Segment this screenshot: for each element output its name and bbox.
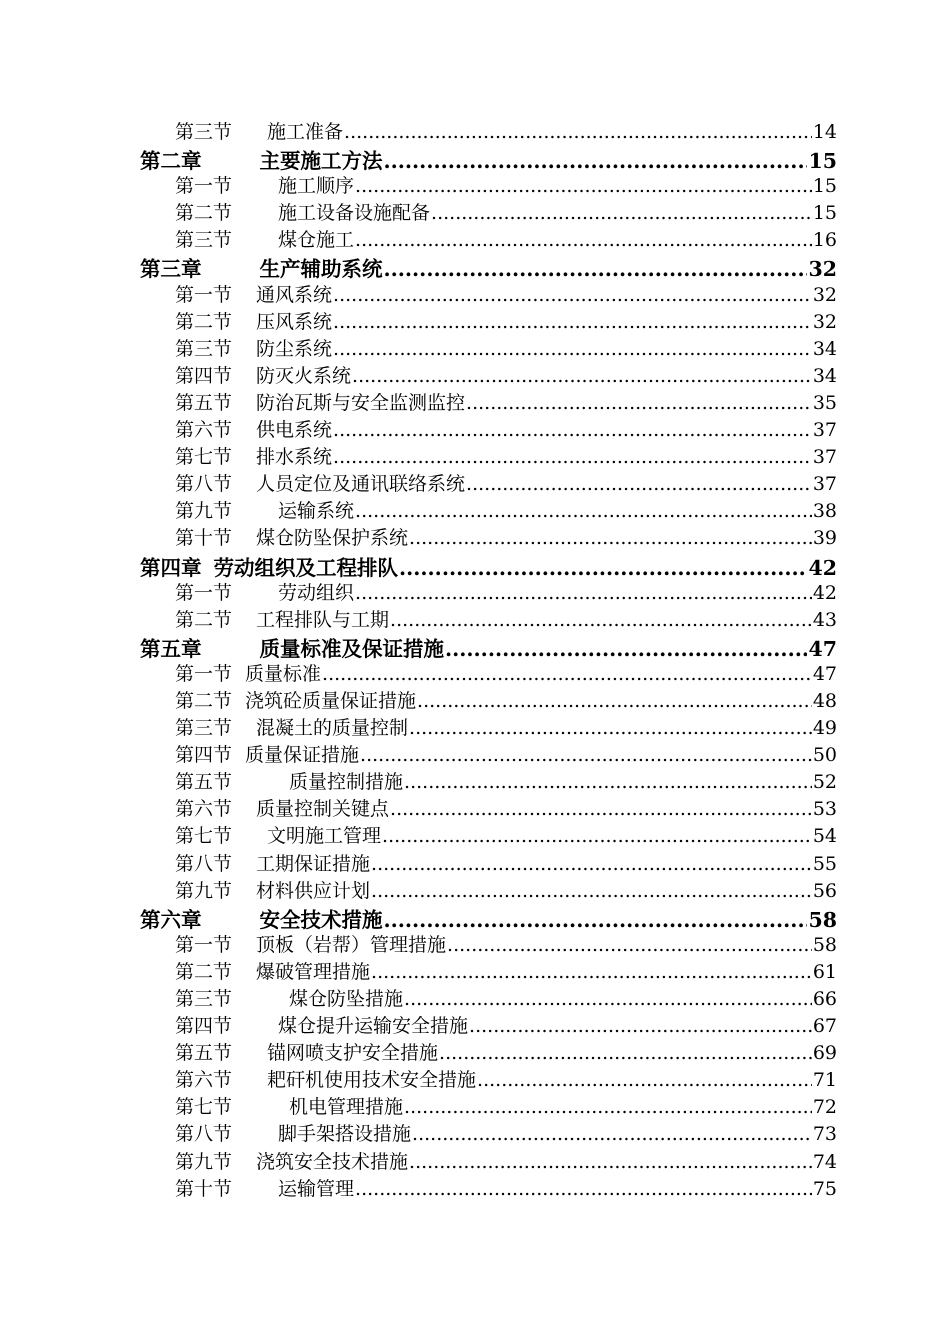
toc-section-row[interactable] [140, 821, 837, 848]
toc-entry-title: 运输管理 [278, 1177, 355, 1200]
toc-leader-dots [404, 988, 812, 1010]
toc-leader-dots [382, 825, 812, 847]
toc-entry-title: 施工顺序 [278, 175, 355, 198]
toc-entry-title: 压风系统 [256, 310, 333, 333]
toc-leader-dots [333, 446, 812, 468]
toc-entry-number: 第七节 [175, 825, 233, 848]
toc-section-row[interactable] [140, 280, 837, 307]
toc-entry-number: 第一节 [175, 662, 233, 685]
toc-entry-number: 第四节 [175, 1015, 233, 1038]
toc-page-number: 15 [812, 202, 837, 225]
toc-entry-title: 劳动组织及工程排队 [213, 555, 398, 578]
toc-leader-dots [466, 392, 812, 414]
toc-section-row[interactable] [140, 686, 837, 713]
toc-leader-dots [445, 637, 807, 659]
toc-entry-number: 第二节 [175, 310, 233, 333]
toc-entry-number: 第九节 [175, 500, 233, 523]
toc-entry-number: 第六节 [175, 798, 233, 821]
toc-section-row[interactable] [140, 1147, 837, 1174]
toc-page-number: 42 [808, 555, 837, 578]
toc-entry-title: 质量控制措施 [289, 771, 404, 794]
toc-section-row[interactable] [140, 117, 837, 144]
toc-section-row[interactable] [140, 496, 837, 523]
toc-section-row[interactable] [140, 1119, 837, 1146]
toc-chapter-row[interactable] [140, 252, 837, 279]
toc-entry-number: 第七节 [175, 446, 233, 469]
toc-entry-number: 第一节 [175, 581, 233, 604]
toc-entry-number: 第三节 [175, 121, 233, 143]
toc-entry-title: 工期保证措施 [256, 852, 371, 875]
toc-entry-number: 第二节 [175, 608, 233, 631]
toc-section-row[interactable] [140, 605, 837, 632]
toc-leader-dots [371, 853, 812, 875]
toc-entry-number: 第九节 [175, 1150, 233, 1173]
toc-entry-number: 第四节 [175, 744, 233, 767]
toc-entry-number: 第八节 [175, 852, 233, 875]
toc-entry-title: 材料供应计划 [256, 879, 371, 902]
toc-section-row[interactable] [140, 984, 837, 1011]
toc-entry-number: 第六节 [175, 1069, 233, 1092]
toc-entry-number: 第六节 [175, 419, 233, 442]
toc-leader-dots [409, 717, 812, 739]
toc-page-number: 72 [812, 1096, 837, 1119]
toc-leader-dots [469, 1015, 812, 1037]
toc-entry-title: 通风系统 [256, 283, 333, 306]
toc-entry-title: 煤仓防坠措施 [289, 988, 404, 1010]
toc-page-number: 15 [812, 175, 837, 198]
toc-page-number: 54 [812, 825, 837, 848]
toc-entry-title: 施工准备 [267, 121, 344, 143]
toc-leader-dots [344, 121, 812, 143]
toc-chapter-row[interactable] [140, 144, 837, 171]
toc-entry-title: 顶板（岩帮）管理措施 [256, 933, 447, 956]
toc-entry-title: 主要施工方法 [259, 149, 383, 172]
toc-entry-number: 第十节 [175, 1177, 233, 1200]
toc-page-number: 32 [808, 257, 837, 280]
toc-leader-dots [404, 771, 812, 793]
toc-leader-dots [355, 1178, 812, 1200]
toc-leader-dots [371, 961, 812, 983]
toc-page-number: 37 [812, 446, 837, 469]
toc-entry-title: 质量标准 [245, 662, 322, 685]
toc-page-number: 49 [812, 717, 837, 740]
toc-chapter-row[interactable] [140, 903, 837, 930]
toc-section-row[interactable] [140, 957, 837, 984]
toc-entry-title: 文明施工管理 [267, 825, 382, 848]
toc-entry-title: 排水系统 [256, 446, 333, 469]
toc-page-number: 75 [812, 1177, 837, 1200]
toc-entry-number: 第三章 [140, 257, 202, 280]
toc-page-number: 69 [812, 1042, 837, 1065]
toc-entry-title: 人员定位及通讯联络系统 [256, 473, 466, 496]
toc-entry-title: 质量标准及保证措施 [259, 636, 444, 659]
toc-section-row[interactable] [140, 415, 837, 442]
toc-page-number: 37 [812, 473, 837, 496]
toc-leader-dots [355, 500, 812, 522]
toc-section-row[interactable] [140, 523, 837, 550]
toc-page-number: 74 [812, 1150, 837, 1173]
toc-page-number: 50 [812, 744, 837, 767]
toc-section-row[interactable] [140, 1065, 837, 1092]
toc-leader-dots [355, 582, 812, 604]
toc-entry-number: 第九节 [175, 879, 233, 902]
toc-entry-title: 安全技术措施 [259, 907, 383, 930]
toc-leader-dots [404, 1096, 812, 1118]
toc-entry-title: 机电管理措施 [289, 1096, 404, 1119]
toc-entry-number: 第一节 [175, 175, 233, 198]
toc-entry-number: 第五节 [175, 1042, 233, 1065]
toc-leader-dots [333, 419, 812, 441]
toc-page-number: 38 [812, 500, 837, 523]
toc-page-number: 43 [812, 608, 837, 631]
toc-entry-title: 防灭火系统 [256, 364, 352, 387]
toc-chapter-row[interactable] [140, 551, 837, 578]
toc-leader-dots [390, 798, 812, 820]
toc-leader-dots [355, 175, 812, 197]
toc-entry-number: 第五节 [175, 771, 233, 794]
toc-section-row[interactable] [140, 1038, 837, 1065]
toc-section-row[interactable] [140, 198, 837, 225]
toc-section-row[interactable] [140, 767, 837, 794]
toc-entry-number: 第五节 [175, 391, 233, 414]
toc-entry-number: 第七节 [175, 1096, 233, 1119]
table-of-contents [140, 117, 837, 1201]
toc-entry-title: 煤仓防坠保护系统 [256, 527, 409, 550]
toc-entry-number: 第八节 [175, 1123, 233, 1146]
toc-entry-number: 第二节 [175, 960, 233, 983]
toc-entry-title: 混凝土的质量控制 [256, 717, 409, 740]
toc-entry-number: 第十节 [175, 527, 233, 550]
toc-section-row[interactable] [140, 740, 837, 767]
toc-section-row[interactable] [140, 469, 837, 496]
toc-leader-dots [447, 934, 812, 956]
toc-section-row[interactable] [140, 930, 837, 957]
toc-entry-number: 第二章 [140, 149, 202, 172]
toc-entry-title: 供电系统 [256, 419, 333, 442]
toc-leader-dots [417, 690, 812, 712]
toc-entry-number: 第八节 [175, 473, 233, 496]
toc-page-number: 67 [812, 1015, 837, 1038]
toc-entry-title: 防治瓦斯与安全监测监控 [256, 391, 466, 414]
toc-section-row[interactable] [140, 1092, 837, 1119]
toc-page-number: 32 [812, 283, 837, 306]
toc-leader-dots [466, 473, 812, 495]
toc-page-number: 15 [808, 149, 837, 172]
toc-page-number: 55 [812, 852, 837, 875]
toc-entry-title: 劳动组织 [278, 581, 355, 604]
toc-entry-number: 第二节 [175, 202, 233, 225]
toc-entry-title: 防尘系统 [256, 337, 333, 360]
toc-leader-dots [371, 880, 812, 902]
toc-page-number: 34 [812, 364, 837, 387]
toc-section-row[interactable] [140, 659, 837, 686]
toc-page-number: 71 [812, 1069, 837, 1092]
toc-section-row[interactable] [140, 1011, 837, 1038]
toc-page-number: 34 [812, 337, 837, 360]
toc-section-row[interactable] [140, 388, 837, 415]
toc-leader-dots [322, 663, 812, 685]
toc-leader-dots [352, 365, 812, 387]
toc-section-row[interactable] [140, 876, 837, 903]
toc-leader-dots [409, 527, 812, 549]
toc-entry-number: 第二节 [175, 689, 233, 712]
toc-chapter-row[interactable] [140, 632, 837, 659]
toc-leader-dots [333, 284, 812, 306]
toc-leader-dots [384, 257, 808, 279]
toc-entry-number: 第六章 [140, 907, 202, 930]
toc-entry-title: 工程排队与工期 [256, 608, 390, 631]
toc-entry-title: 煤仓提升运输安全措施 [278, 1015, 469, 1038]
toc-page-number: 35 [812, 391, 837, 414]
toc-page-number: 73 [812, 1123, 837, 1146]
toc-leader-dots [439, 1042, 812, 1064]
toc-page-number: 32 [812, 310, 837, 333]
toc-entry-title: 施工设备设施配备 [278, 202, 431, 225]
toc-leader-dots [355, 229, 812, 251]
toc-leader-dots [390, 609, 812, 631]
toc-page-number: 14 [812, 121, 837, 143]
toc-entry-title: 爆破管理措施 [256, 960, 371, 983]
toc-entry-number: 第三节 [175, 717, 233, 740]
toc-entry-title: 质量保证措施 [245, 744, 360, 767]
toc-section-row[interactable] [140, 225, 837, 252]
toc-leader-dots [477, 1069, 812, 1091]
toc-leader-dots [384, 908, 808, 930]
toc-entry-number: 第四章 [140, 555, 202, 578]
toc-entry-title: 质量控制关键点 [256, 798, 390, 821]
toc-leader-dots [360, 744, 812, 766]
toc-page-number: 61 [812, 960, 837, 983]
toc-page-number: 42 [812, 581, 837, 604]
toc-entry-title: 浇筑砼质量保证措施 [245, 689, 417, 712]
toc-entry-number: 第四节 [175, 364, 233, 387]
toc-section-row[interactable] [140, 361, 837, 388]
toc-page-number: 53 [812, 798, 837, 821]
toc-entry-title: 浇筑安全技术措施 [256, 1150, 409, 1173]
toc-section-row[interactable] [140, 849, 837, 876]
toc-page-number: 37 [812, 419, 837, 442]
toc-section-row[interactable] [140, 307, 837, 334]
toc-page-number: 16 [812, 229, 837, 252]
toc-page-number: 52 [812, 771, 837, 794]
toc-page-number: 58 [808, 907, 837, 930]
toc-section-row[interactable] [140, 171, 837, 198]
toc-entry-title: 锚网喷支护安全措施 [267, 1042, 439, 1065]
toc-leader-dots [431, 202, 812, 224]
toc-page-number: 66 [812, 988, 837, 1010]
toc-entry-number: 第三节 [175, 337, 233, 360]
toc-page-number: 58 [812, 933, 837, 956]
toc-page-number: 39 [812, 527, 837, 550]
toc-page-number: 48 [812, 689, 837, 712]
toc-leader-dots [409, 1151, 812, 1173]
toc-section-row[interactable] [140, 1174, 837, 1201]
toc-leader-dots [399, 556, 807, 578]
toc-section-row[interactable] [140, 334, 837, 361]
toc-page-number: 47 [808, 636, 837, 659]
toc-entry-title: 耙矸机使用技术安全措施 [267, 1069, 477, 1092]
toc-leader-dots [412, 1123, 812, 1145]
toc-section-row[interactable] [140, 794, 837, 821]
toc-entry-title: 运输系统 [278, 500, 355, 523]
toc-leader-dots [333, 311, 812, 333]
toc-entry-number: 第三节 [175, 229, 233, 252]
toc-section-row[interactable] [140, 578, 837, 605]
toc-entry-number: 第五章 [140, 636, 202, 659]
toc-section-row[interactable] [140, 442, 837, 469]
toc-entry-number: 第三节 [175, 988, 233, 1010]
toc-entry-title: 脚手架搭设措施 [278, 1123, 412, 1146]
toc-leader-dots [333, 338, 812, 360]
toc-page-number: 47 [812, 662, 837, 685]
toc-entry-number: 第一节 [175, 933, 233, 956]
toc-page-number: 56 [812, 879, 837, 902]
toc-section-row[interactable] [140, 713, 837, 740]
toc-entry-title: 生产辅助系统 [259, 257, 383, 280]
toc-entry-number: 第一节 [175, 283, 233, 306]
toc-entry-title: 煤仓施工 [278, 229, 355, 252]
toc-leader-dots [384, 149, 808, 171]
